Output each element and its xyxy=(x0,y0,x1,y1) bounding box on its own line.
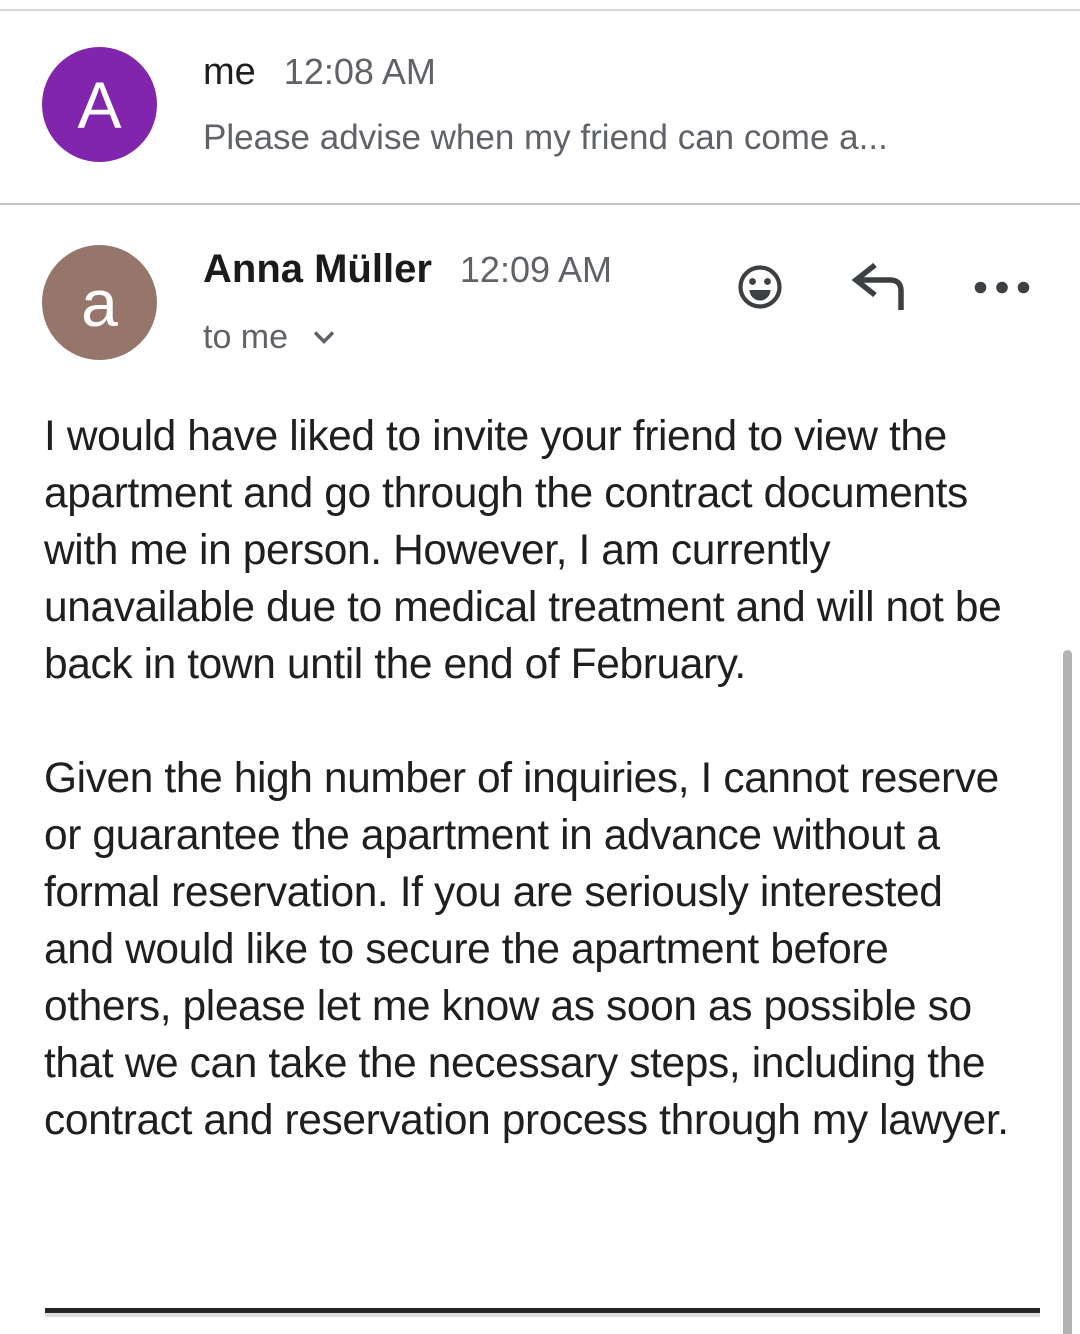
message-snippet: Please advise when my friend can come a... xyxy=(203,118,888,157)
body-paragraph: I would have liked to invite your friend to view the apartment and go through the contract documents with me in person. However, I am currently unavailable due to medical treatment and will not be back in town until the end of February. xyxy=(44,413,1002,688)
reply-icon xyxy=(848,261,910,313)
emoji-reaction-button[interactable] xyxy=(732,259,788,315)
more-options-icon xyxy=(974,281,1030,294)
sender-avatar[interactable] xyxy=(42,47,157,162)
sender-name: Anna Müller xyxy=(203,247,432,291)
chevron-down-icon xyxy=(312,330,336,345)
expanded-message-header xyxy=(0,205,1080,400)
expanded-heading xyxy=(203,245,612,357)
avatar-letter: a xyxy=(81,265,118,340)
message-time: 12:09 AM xyxy=(459,249,613,290)
expanded-sender-row xyxy=(203,247,612,292)
sender-avatar[interactable] xyxy=(42,245,157,360)
body-paragraph: Given the high number of inquiries, I cannot reserve or guarantee the apartment in advance without a formal reservation. If you are seriously interested and would like to secure the apartment before others, please let me know as soon as possible so that we can take the necessary steps, including the contract and reservation process through my lawyer. xyxy=(44,755,1009,1144)
message-actions xyxy=(732,245,1034,317)
reply-button[interactable] xyxy=(844,257,914,317)
collapsed-message[interactable] xyxy=(0,11,1080,203)
sender-name: me xyxy=(203,51,256,93)
signature-divider xyxy=(45,1308,1040,1313)
recipient-label: to me xyxy=(203,318,289,356)
emoji-reaction-icon xyxy=(736,263,784,311)
message-time: 12:08 AM xyxy=(283,51,436,92)
avatar-letter: A xyxy=(77,67,122,142)
collapsed-sender-row xyxy=(203,51,888,94)
collapsed-message-content xyxy=(203,47,888,158)
scrollbar-thumb[interactable] xyxy=(1063,650,1072,1334)
recipient-row[interactable] xyxy=(203,318,336,357)
message-body xyxy=(0,400,1080,1206)
more-options-button[interactable] xyxy=(970,277,1034,298)
